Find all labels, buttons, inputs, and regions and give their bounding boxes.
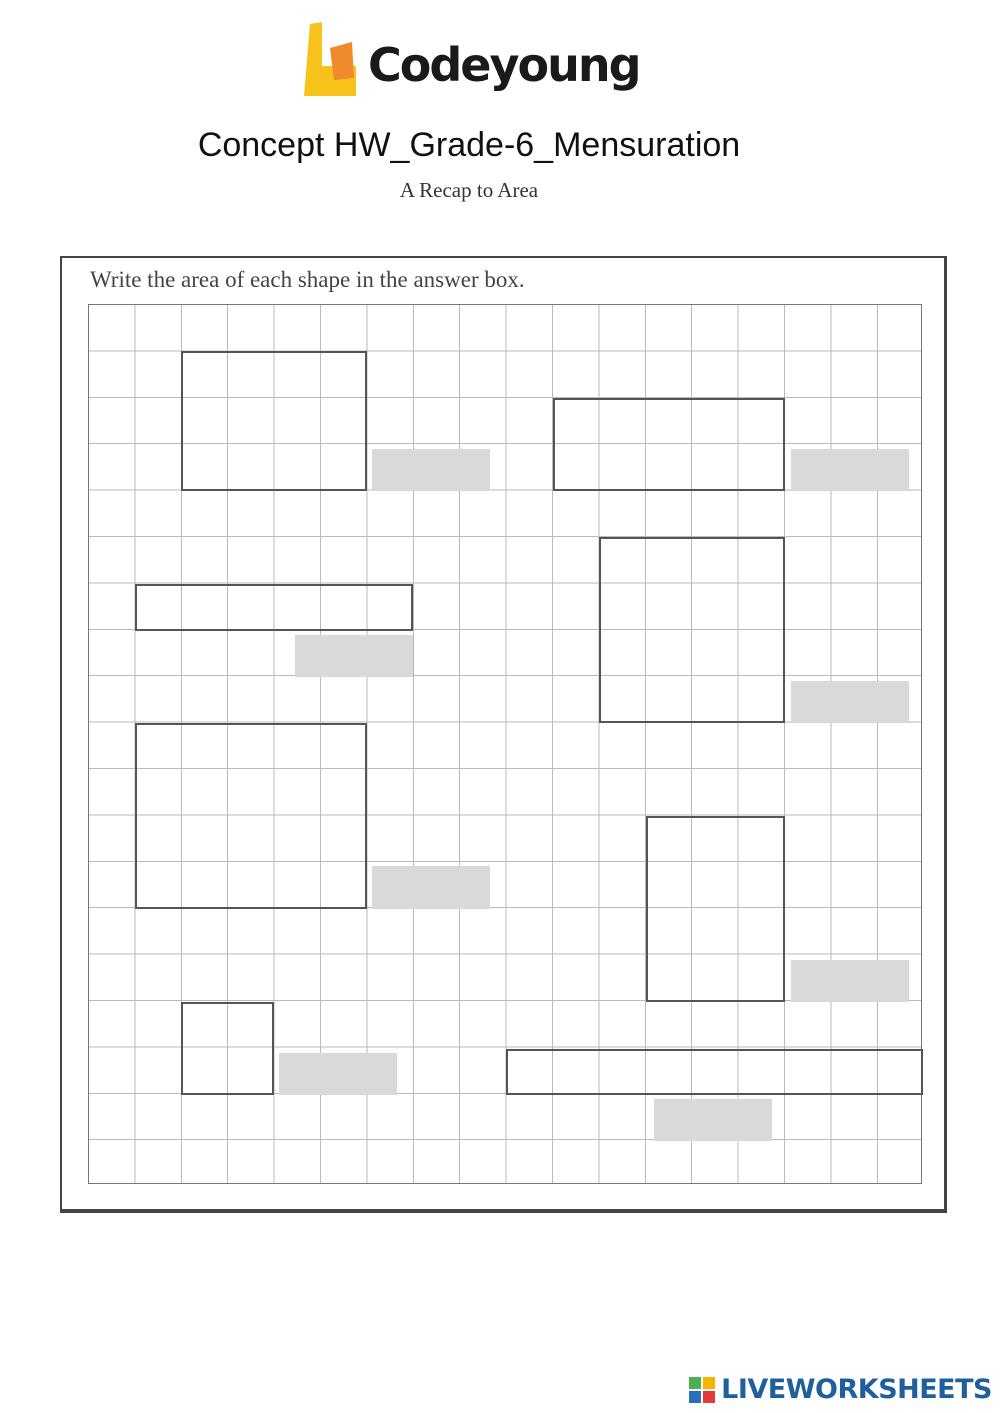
answer-box-d[interactable]: [791, 681, 909, 723]
rectangle-c: [135, 584, 413, 631]
instruction-text: Write the area of each shape in the answer box.: [90, 267, 525, 292]
answer-box-c[interactable]: [295, 635, 413, 677]
square-d: [599, 537, 785, 723]
answer-box-g[interactable]: [279, 1053, 397, 1095]
square-grid: [88, 304, 922, 1184]
answer-box-e[interactable]: [372, 866, 490, 909]
worksheet-panel: [60, 256, 947, 1213]
liveworksheets-watermark: [689, 1374, 992, 1408]
liveworksheets-logo-icon: [689, 1377, 715, 1403]
codeyoung-logo-icon: [300, 22, 360, 98]
answer-box-a[interactable]: [372, 449, 490, 491]
page-subtitle: A Recap to Area: [399, 178, 539, 202]
answer-box-f[interactable]: [791, 960, 909, 1002]
watermark-text: LIVEWORKSHEETS: [721, 1374, 992, 1405]
rectangle-b: [553, 398, 785, 491]
rectangle-h: [506, 1049, 923, 1095]
brand-name: Codeyoung: [368, 38, 640, 92]
rectangle-f: [646, 816, 785, 1002]
rectangle-a: [181, 351, 367, 491]
answer-box-h[interactable]: [654, 1099, 772, 1141]
square-g: [181, 1002, 274, 1095]
page-title: Concept HW_Grade-6_Mensuration: [197, 126, 741, 164]
rectangle-e: [135, 723, 367, 909]
answer-box-b[interactable]: [791, 449, 909, 491]
